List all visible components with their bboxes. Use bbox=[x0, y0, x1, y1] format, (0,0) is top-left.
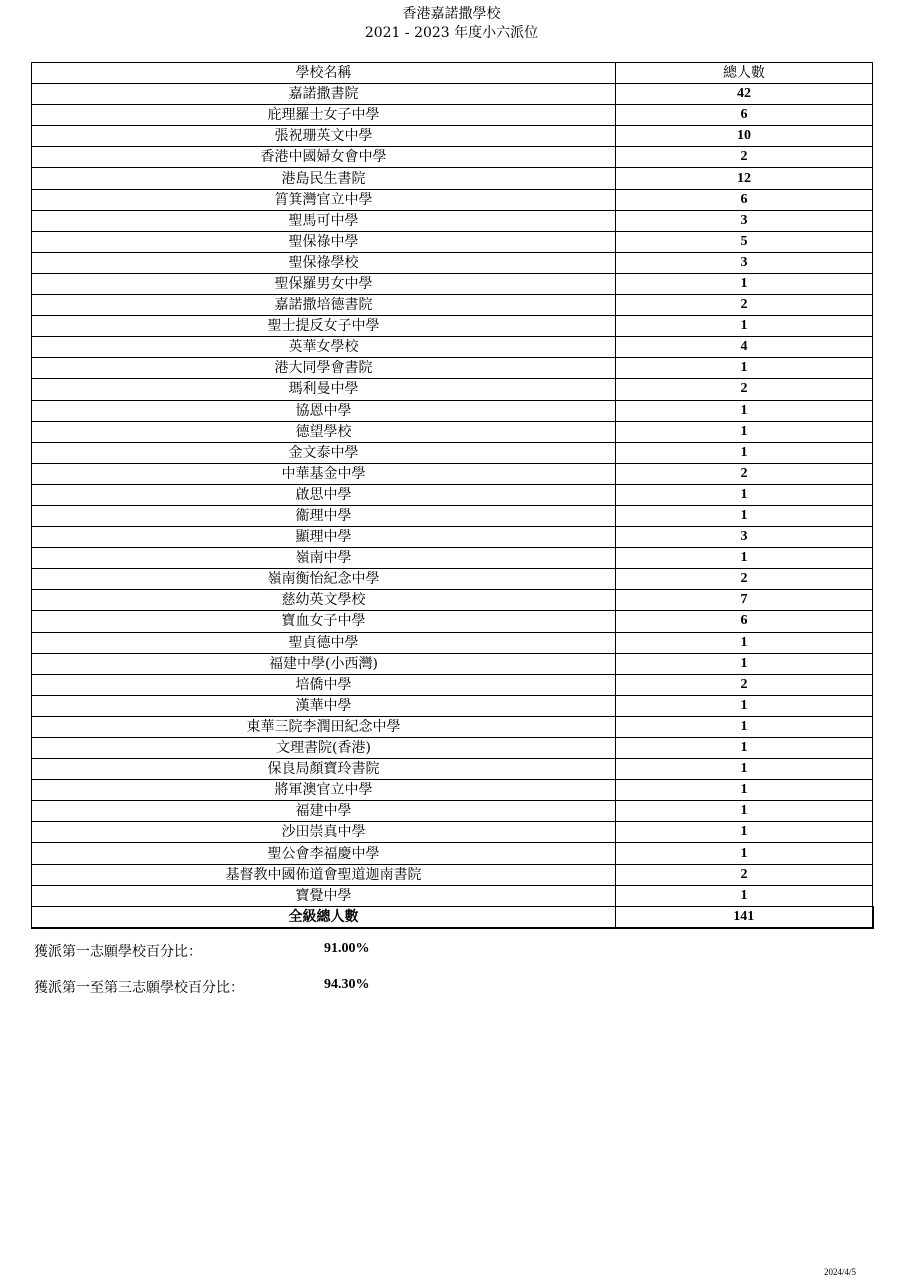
school-name-cell: 嘉諾撒培德書院 bbox=[32, 295, 616, 316]
student-count-cell: 1 bbox=[616, 759, 873, 780]
school-name-cell: 文理書院(香港) bbox=[32, 738, 616, 759]
table-row bbox=[32, 400, 873, 421]
student-count-cell: 1 bbox=[616, 843, 873, 864]
table-row bbox=[32, 147, 873, 168]
school-name-cell: 港大同學會書院 bbox=[32, 358, 616, 379]
table-row bbox=[32, 484, 873, 505]
table-row bbox=[32, 252, 873, 273]
table-total-row bbox=[32, 906, 873, 928]
school-name-cell: 福建中學(小西灣) bbox=[32, 653, 616, 674]
school-name-cell: 保良局顏寶玲書院 bbox=[32, 759, 616, 780]
school-name-cell: 寶覺中學 bbox=[32, 885, 616, 906]
table-row bbox=[32, 295, 873, 316]
student-count-cell: 1 bbox=[616, 885, 873, 906]
school-name-cell: 聖保祿中學 bbox=[32, 231, 616, 252]
table-row bbox=[32, 337, 873, 358]
student-count-cell: 2 bbox=[616, 569, 873, 590]
table-row bbox=[32, 548, 873, 569]
column-header-count: 總人數 bbox=[616, 63, 873, 84]
student-count-cell: 5 bbox=[616, 231, 873, 252]
student-count-cell: 7 bbox=[616, 590, 873, 611]
table-row bbox=[32, 759, 873, 780]
table-row bbox=[32, 632, 873, 653]
school-name-cell: 顯理中學 bbox=[32, 527, 616, 548]
table-row bbox=[32, 590, 873, 611]
school-name-cell: 啟思中學 bbox=[32, 484, 616, 505]
school-name-cell: 培僑中學 bbox=[32, 674, 616, 695]
school-name-cell: 筲箕灣官立中學 bbox=[32, 189, 616, 210]
school-name-cell: 漢華中學 bbox=[32, 695, 616, 716]
table-row bbox=[32, 84, 873, 105]
document-subtitle: 2021 - 2023 年度小六派位 bbox=[364, 25, 539, 41]
table-row bbox=[32, 864, 873, 885]
document-title: 香港嘉諾撒學校 bbox=[402, 6, 501, 22]
school-name-cell: 聖保羅男女中學 bbox=[32, 273, 616, 294]
school-name-cell: 慈幼英文學校 bbox=[32, 590, 616, 611]
school-name-cell: 沙田崇真中學 bbox=[32, 822, 616, 843]
school-name-cell: 聖貞德中學 bbox=[32, 632, 616, 653]
column-header-school: 學校名稱 bbox=[32, 63, 616, 84]
school-name-cell: 金文泰中學 bbox=[32, 442, 616, 463]
student-count-cell: 6 bbox=[616, 611, 873, 632]
student-count-cell: 1 bbox=[616, 358, 873, 379]
school-name-cell: 聖保祿學校 bbox=[32, 252, 616, 273]
table-row bbox=[32, 738, 873, 759]
student-count-cell: 2 bbox=[616, 147, 873, 168]
table-row bbox=[32, 527, 873, 548]
student-count-cell: 1 bbox=[616, 421, 873, 442]
first-choice-label: 獲派第一志願學校百分比： bbox=[34, 944, 202, 960]
student-count-cell: 1 bbox=[616, 400, 873, 421]
student-count-cell: 2 bbox=[616, 674, 873, 695]
school-name-cell: 嶺南衡怡紀念中學 bbox=[32, 569, 616, 590]
student-count-cell: 2 bbox=[616, 379, 873, 400]
school-name-cell: 福建中學 bbox=[32, 801, 616, 822]
school-name-cell: 瑪利曼中學 bbox=[32, 379, 616, 400]
student-count-cell: 6 bbox=[616, 105, 873, 126]
student-count-cell: 1 bbox=[616, 484, 873, 505]
school-name-cell: 衞理中學 bbox=[32, 505, 616, 526]
school-name-cell: 東華三院李潤田紀念中學 bbox=[32, 716, 616, 737]
student-count-cell: 2 bbox=[616, 295, 873, 316]
school-name-cell: 嘉諾撒書院 bbox=[32, 84, 616, 105]
student-count-cell: 1 bbox=[616, 505, 873, 526]
first-choice-stat bbox=[34, 941, 370, 961]
school-name-cell: 英華女學校 bbox=[32, 337, 616, 358]
student-count-cell: 2 bbox=[616, 463, 873, 484]
school-name-cell: 香港中國婦女會中學 bbox=[32, 147, 616, 168]
top3-choice-value: 94.30% bbox=[324, 977, 370, 992]
student-count-cell: 6 bbox=[616, 189, 873, 210]
student-count-cell: 1 bbox=[616, 548, 873, 569]
table-row bbox=[32, 168, 873, 189]
school-name-cell: 德望學校 bbox=[32, 421, 616, 442]
table-row bbox=[32, 189, 873, 210]
total-count: 141 bbox=[616, 906, 873, 928]
school-name-cell: 中華基金中學 bbox=[32, 463, 616, 484]
school-name-cell: 寶血女子中學 bbox=[32, 611, 616, 632]
student-count-cell: 1 bbox=[616, 632, 873, 653]
student-count-cell: 2 bbox=[616, 864, 873, 885]
school-name-cell: 聖公會李福慶中學 bbox=[32, 843, 616, 864]
school-name-cell: 張祝珊英文中學 bbox=[32, 126, 616, 147]
student-count-cell: 3 bbox=[616, 527, 873, 548]
table-row bbox=[32, 126, 873, 147]
student-count-cell: 1 bbox=[616, 273, 873, 294]
table-row bbox=[32, 569, 873, 590]
table-row bbox=[32, 843, 873, 864]
table-row bbox=[32, 822, 873, 843]
student-count-cell: 1 bbox=[616, 780, 873, 801]
allocation-table bbox=[31, 62, 874, 929]
table-row bbox=[32, 210, 873, 231]
school-name-cell: 聖馬可中學 bbox=[32, 210, 616, 231]
school-name-cell: 港島民生書院 bbox=[32, 168, 616, 189]
table-row bbox=[32, 653, 873, 674]
school-name-cell: 將軍澳官立中學 bbox=[32, 780, 616, 801]
footer-date: 2024/4/5 bbox=[823, 1267, 856, 1277]
student-count-cell: 1 bbox=[616, 822, 873, 843]
first-choice-value: 91.00% bbox=[324, 941, 370, 956]
table-row bbox=[32, 442, 873, 463]
student-count-cell: 1 bbox=[616, 442, 873, 463]
school-name-cell: 聖士提反女子中學 bbox=[32, 316, 616, 337]
school-name-cell: 庇理羅士女子中學 bbox=[32, 105, 616, 126]
table-row bbox=[32, 505, 873, 526]
student-count-cell: 3 bbox=[616, 252, 873, 273]
table-row bbox=[32, 780, 873, 801]
table-row bbox=[32, 463, 873, 484]
student-count-cell: 1 bbox=[616, 653, 873, 674]
table-row bbox=[32, 358, 873, 379]
school-name-cell: 基督教中國佈道會聖道迦南書院 bbox=[32, 864, 616, 885]
student-count-cell: 1 bbox=[616, 316, 873, 337]
table-row bbox=[32, 231, 873, 252]
table-row bbox=[32, 316, 873, 337]
table-body bbox=[32, 84, 873, 907]
table-row bbox=[32, 801, 873, 822]
table-row bbox=[32, 674, 873, 695]
school-name-cell: 協恩中學 bbox=[32, 400, 616, 421]
table-row bbox=[32, 695, 873, 716]
student-count-cell: 4 bbox=[616, 337, 873, 358]
table-row bbox=[32, 716, 873, 737]
student-count-cell: 1 bbox=[616, 801, 873, 822]
total-label: 全級總人數 bbox=[32, 906, 616, 928]
top3-choice-stat bbox=[34, 977, 370, 997]
table-row bbox=[32, 885, 873, 906]
student-count-cell: 1 bbox=[616, 695, 873, 716]
student-count-cell: 12 bbox=[616, 168, 873, 189]
top3-choice-label: 獲派第一至第三志願學校百分比： bbox=[34, 980, 244, 996]
table-row bbox=[32, 105, 873, 126]
student-count-cell: 42 bbox=[616, 84, 873, 105]
table-row bbox=[32, 273, 873, 294]
table-row bbox=[32, 379, 873, 400]
table-header-row bbox=[32, 63, 873, 84]
student-count-cell: 1 bbox=[616, 716, 873, 737]
table-row bbox=[32, 611, 873, 632]
student-count-cell: 10 bbox=[616, 126, 873, 147]
school-name-cell: 嶺南中學 bbox=[32, 548, 616, 569]
table-row bbox=[32, 421, 873, 442]
student-count-cell: 3 bbox=[616, 210, 873, 231]
student-count-cell: 1 bbox=[616, 738, 873, 759]
